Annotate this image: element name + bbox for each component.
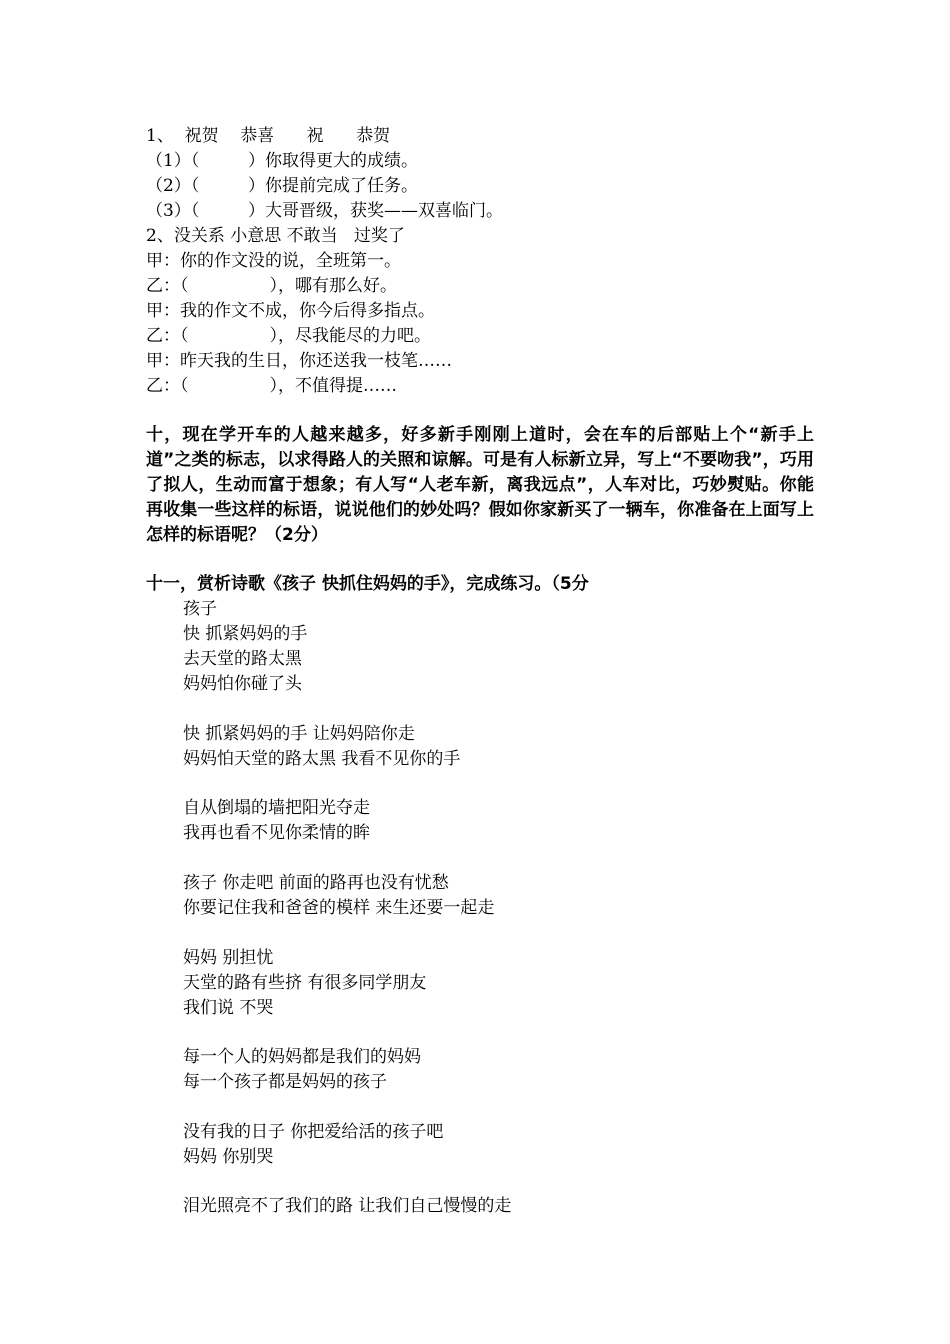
poem-line: 每一个孩子都是妈妈的孩子 (183, 1072, 387, 1092)
q9-part2-header: 2、没关系 小意思 不敢当 过奖了 (146, 226, 405, 246)
poem-line: 去天堂的路太黑 (183, 649, 302, 669)
poem-line: 每一个人的妈妈都是我们的妈妈 (183, 1047, 421, 1067)
q9-dialogue-line-5: 甲：昨天我的生日，你还送我一枝笔…… (146, 351, 452, 371)
q9-part1-item-1: （1）（ ）你取得更大的成绩。 (146, 151, 418, 171)
q10-paragraph: 十，现在学开车的人越来越多，好多新手刚刚上道时，会在车的后部贴上个“新手上道”之类的标志，以求得路人的关照和谅解。可是有人标新立异，写上“不要吻我”，巧用了拟人，生动而富于想象；有人写“人老车新，离我远点”，人车对比，巧妙熨贴。你能再收集一些这样的标语，说说他们的妙处吗？假如你家新买了一辆车，你准备在上面写上怎样的标语呢？（2分） (146, 425, 814, 545)
q9-dialogue-line-1: 甲：你的作文没的说，全班第一。 (146, 251, 401, 271)
poem-line: 妈妈怕天堂的路太黑 我看不见你的手 (183, 749, 461, 769)
poem-line: 自从倒塌的墙把阳光夺走 (183, 798, 370, 818)
poem-line: 没有我的日子 你把爱给活的孩子吧 (183, 1122, 444, 1142)
poem-line: 孩子 你走吧 前面的路再也没有忧愁 (183, 873, 449, 893)
poem-line: 我再也看不见你柔情的眸 (183, 823, 370, 843)
poem-line: 我们说 不哭 (183, 998, 274, 1018)
poem-line: 快 抓紧妈妈的手 让妈妈陪你走 (183, 724, 415, 744)
q9-part1-item-2: （2）（ ）你提前完成了任务。 (146, 176, 418, 196)
poem-line: 你要记住我和爸爸的模样 来生还要一起走 (183, 898, 495, 918)
q9-dialogue-line-3: 甲：我的作文不成，你今后得多指点。 (146, 301, 435, 321)
poem-line: 天堂的路有些挤 有很多同学朋友 (183, 973, 427, 993)
poem-line: 快 抓紧妈妈的手 (183, 624, 308, 644)
poem-line: 妈妈 你别哭 (183, 1147, 274, 1167)
q9-dialogue-line-6: 乙：（ ），不值得提…… (146, 376, 398, 396)
q9-part1-header: 1、 祝贺 恭喜 祝 恭贺 (146, 126, 391, 146)
q9-dialogue-line-4: 乙：（ ），尽我能尽的力吧。 (146, 326, 432, 346)
poem-line: 泪光照亮不了我们的路 让我们自己慢慢的走 (183, 1196, 512, 1216)
q9-part1-item-3: （3）（ ）大哥晋级，获奖——双喜临门。 (146, 201, 503, 221)
q9-dialogue-line-2: 乙：（ ），哪有那么好。 (146, 276, 398, 296)
q11-title: 十一，赏析诗歌《孩子 快抓住妈妈的手》，完成练习。（5分 (146, 574, 589, 594)
poem-line: 妈妈怕你碰了头 (183, 674, 302, 694)
poem-line: 妈妈 别担忧 (183, 948, 274, 968)
poem-line: 孩子 (183, 599, 217, 619)
